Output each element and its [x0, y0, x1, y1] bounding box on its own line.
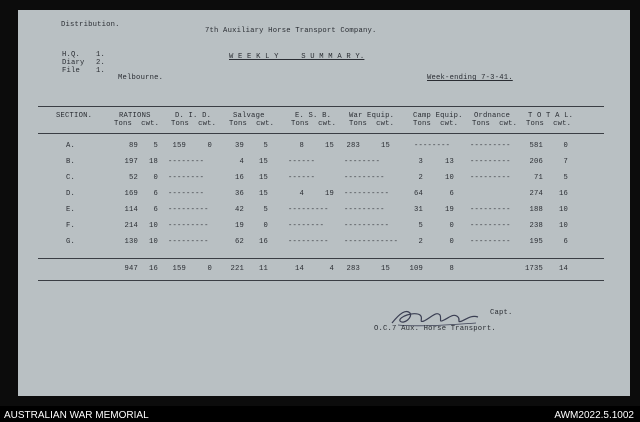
cell-rations-cwt: 5: [153, 142, 158, 150]
col-esb-title: E. S. B.: [295, 112, 332, 120]
col-camp-title: Camp Equip.: [413, 112, 463, 120]
col-esb-sub: Tons cwt.: [291, 120, 337, 128]
cell-salvage-cwt: 5: [263, 206, 268, 214]
weekly-summary-heading: W E E K L Y S U M M A R Y.: [229, 53, 365, 61]
cell-rations-tons: 114: [124, 206, 138, 214]
total-camp-cwt: 8: [449, 265, 454, 273]
cell-total-cwt: 10: [558, 222, 568, 230]
cell-total-tons: 195: [529, 238, 543, 246]
cell-esb-dash: ---------: [288, 206, 329, 214]
cell-rations-tons: 130: [124, 238, 138, 246]
distribution-label: Distribution.: [61, 21, 120, 29]
cell-total-cwt: 0: [563, 142, 568, 150]
col-section-title: SECTION.: [56, 112, 93, 120]
cell-camp-tons: 2: [418, 174, 423, 182]
col-war-title: War Equip.: [349, 112, 395, 120]
row-section: A.: [66, 142, 76, 150]
cell-war-dash: ----------: [344, 222, 390, 230]
cell-total-cwt: 10: [558, 206, 568, 214]
cell-camp-dash: --------: [414, 142, 451, 150]
col-salvage-title: Salvage: [233, 112, 265, 120]
cell-war-dash: --------: [344, 158, 381, 166]
cell-esb-dash: ------: [288, 158, 316, 166]
cell-rations-cwt: 6: [153, 206, 158, 214]
cell-esb-tons: 8: [299, 142, 304, 150]
table-bottom-rule: [38, 258, 604, 259]
cell-ord-dash: ---------: [470, 142, 511, 150]
cell-rations-cwt: 10: [148, 238, 158, 246]
cell-salvage-tons: 62: [234, 238, 244, 246]
cell-camp-cwt: 10: [444, 174, 454, 182]
distribution-diary-count: 2.: [96, 59, 106, 67]
cell-camp-tons: 31: [413, 206, 423, 214]
cell-salvage-cwt: 0: [263, 222, 268, 230]
cell-total-cwt: 16: [558, 190, 568, 198]
totals-rule: [38, 280, 604, 281]
col-rations-sub: Tons cwt.: [114, 120, 160, 128]
distribution-hq-name: H.Q.: [62, 51, 81, 59]
cell-total-cwt: 7: [563, 158, 568, 166]
cell-total-tons: 71: [533, 174, 543, 182]
col-camp-sub: Tons cwt.: [413, 120, 459, 128]
cell-salvage-cwt: 5: [263, 142, 268, 150]
col-war-sub: Tons cwt.: [349, 120, 395, 128]
cell-rations-cwt: 0: [153, 174, 158, 182]
col-total-title: T O T A L.: [528, 112, 574, 120]
cell-total-tons: 238: [529, 222, 543, 230]
distribution-file-count: 1.: [96, 67, 106, 75]
archive-footer: [0, 406, 640, 422]
cell-salvage-cwt: 15: [258, 174, 268, 182]
total-esb-cwt: 4: [329, 265, 334, 273]
distribution-file-name: File: [62, 67, 81, 75]
cell-camp-tons: 64: [413, 190, 423, 198]
cell-camp-cwt: 13: [444, 158, 454, 166]
cell-salvage-tons: 42: [234, 206, 244, 214]
cell-rations-tons: 197: [124, 158, 138, 166]
col-salvage-sub: Tons cwt.: [229, 120, 275, 128]
cell-war-dash: ------------: [344, 238, 399, 246]
total-camp-tons: 109: [409, 265, 423, 273]
col-ordnance-title: Ordnance: [474, 112, 511, 120]
document-page: [18, 10, 630, 396]
row-section: B.: [66, 158, 76, 166]
col-did-sub: Tons cwt.: [171, 120, 217, 128]
cell-camp-cwt: 6: [449, 190, 454, 198]
cell-salvage-tons: 16: [234, 174, 244, 182]
cell-total-tons: 274: [529, 190, 543, 198]
cell-total-tons: 581: [529, 142, 543, 150]
cell-salvage-tons: 39: [234, 142, 244, 150]
cell-camp-tons: 5: [418, 222, 423, 230]
cell-esb-dash: ------: [288, 174, 316, 182]
total-war-cwt: 15: [380, 265, 390, 273]
row-section: G.: [66, 238, 76, 246]
col-total-sub: Tons cwt.: [526, 120, 572, 128]
cell-war-cwt: 15: [380, 142, 390, 150]
cell-rations-tons: 169: [124, 190, 138, 198]
table-header-rule: [38, 133, 604, 134]
total-salvage-tons: 221: [230, 265, 244, 273]
cell-ord-dash: ---------: [470, 174, 511, 182]
total-rations-cwt: 16: [148, 265, 158, 273]
cell-did-dash: ---------: [168, 206, 209, 214]
col-rations-title: RATIONS: [119, 112, 151, 120]
cell-esb-dash: ---------: [288, 238, 329, 246]
place: Melbourne.: [118, 74, 164, 82]
cell-war-dash: ---------: [344, 174, 385, 182]
cell-did-tons: 159: [172, 142, 186, 150]
cell-ord-dash: ---------: [470, 158, 511, 166]
cell-rations-cwt: 18: [148, 158, 158, 166]
cell-did-dash: --------: [168, 174, 205, 182]
cell-salvage-cwt: 16: [258, 238, 268, 246]
cell-total-cwt: 6: [563, 238, 568, 246]
cell-rations-tons: 89: [128, 142, 138, 150]
total-total-cwt: 14: [558, 265, 568, 273]
cell-salvage-tons: 4: [239, 158, 244, 166]
cell-salvage-tons: 36: [234, 190, 244, 198]
row-section: C.: [66, 174, 76, 182]
cell-esb-cwt: 15: [324, 142, 334, 150]
cell-salvage-tons: 19: [234, 222, 244, 230]
cell-esb-dash: --------: [288, 222, 325, 230]
total-salvage-cwt: 11: [258, 265, 268, 273]
cell-did-cwt: 0: [207, 142, 212, 150]
cell-total-tons: 188: [529, 206, 543, 214]
cell-ord-dash: ---------: [470, 222, 511, 230]
cell-camp-cwt: 19: [444, 206, 454, 214]
cell-did-dash: --------: [168, 158, 205, 166]
cell-esb-tons: 4: [299, 190, 304, 198]
cell-war-dash: ---------: [344, 206, 385, 214]
table-top-rule: [38, 106, 604, 107]
footer-accession-number: AWM2022.5.1002: [554, 410, 634, 421]
col-ordnance-sub: Tons cwt.: [472, 120, 518, 128]
row-section: F.: [66, 222, 76, 230]
cell-esb-cwt: 19: [324, 190, 334, 198]
cell-ord-dash: ---------: [470, 238, 511, 246]
distribution-diary-name: Diary: [62, 59, 85, 67]
cell-total-tons: 206: [529, 158, 543, 166]
cell-rations-tons: 214: [124, 222, 138, 230]
cell-camp-cwt: 0: [449, 238, 454, 246]
cell-rations-cwt: 10: [148, 222, 158, 230]
cell-total-cwt: 5: [563, 174, 568, 182]
total-esb-tons: 14: [294, 265, 304, 273]
total-did-cwt: 0: [207, 265, 212, 273]
footer-institution: AUSTRALIAN WAR MEMORIAL: [4, 410, 149, 421]
cell-camp-cwt: 0: [449, 222, 454, 230]
row-section: D.: [66, 190, 76, 198]
signature-title: O.C.7 Aux. Horse Transport.: [374, 325, 496, 333]
distribution-hq-count: 1.: [96, 51, 106, 59]
cell-did-dash: --------: [168, 190, 205, 198]
cell-ord-dash: ---------: [470, 206, 511, 214]
cell-rations-cwt: 6: [153, 190, 158, 198]
total-war-tons: 283: [346, 265, 360, 273]
cell-rations-tons: 52: [128, 174, 138, 182]
signature-rank: Capt.: [490, 309, 513, 317]
total-did-tons: 159: [172, 265, 186, 273]
cell-camp-tons: 2: [418, 238, 423, 246]
total-rations-tons: 947: [124, 265, 138, 273]
cell-war-tons: 283: [346, 142, 360, 150]
total-total-tons: 1735: [524, 265, 543, 273]
row-section: E.: [66, 206, 76, 214]
cell-salvage-cwt: 15: [258, 190, 268, 198]
cell-salvage-cwt: 15: [258, 158, 268, 166]
cell-did-dash: ---------: [168, 222, 209, 230]
col-did-title: D. I. D.: [175, 112, 212, 120]
cell-camp-tons: 3: [418, 158, 423, 166]
week-ending: Week-ending 7-3-41.: [427, 74, 513, 82]
company-title: 7th Auxiliary Horse Transport Company.: [205, 27, 377, 35]
cell-war-dash: ----------: [344, 190, 390, 198]
cell-did-dash: ---------: [168, 238, 209, 246]
